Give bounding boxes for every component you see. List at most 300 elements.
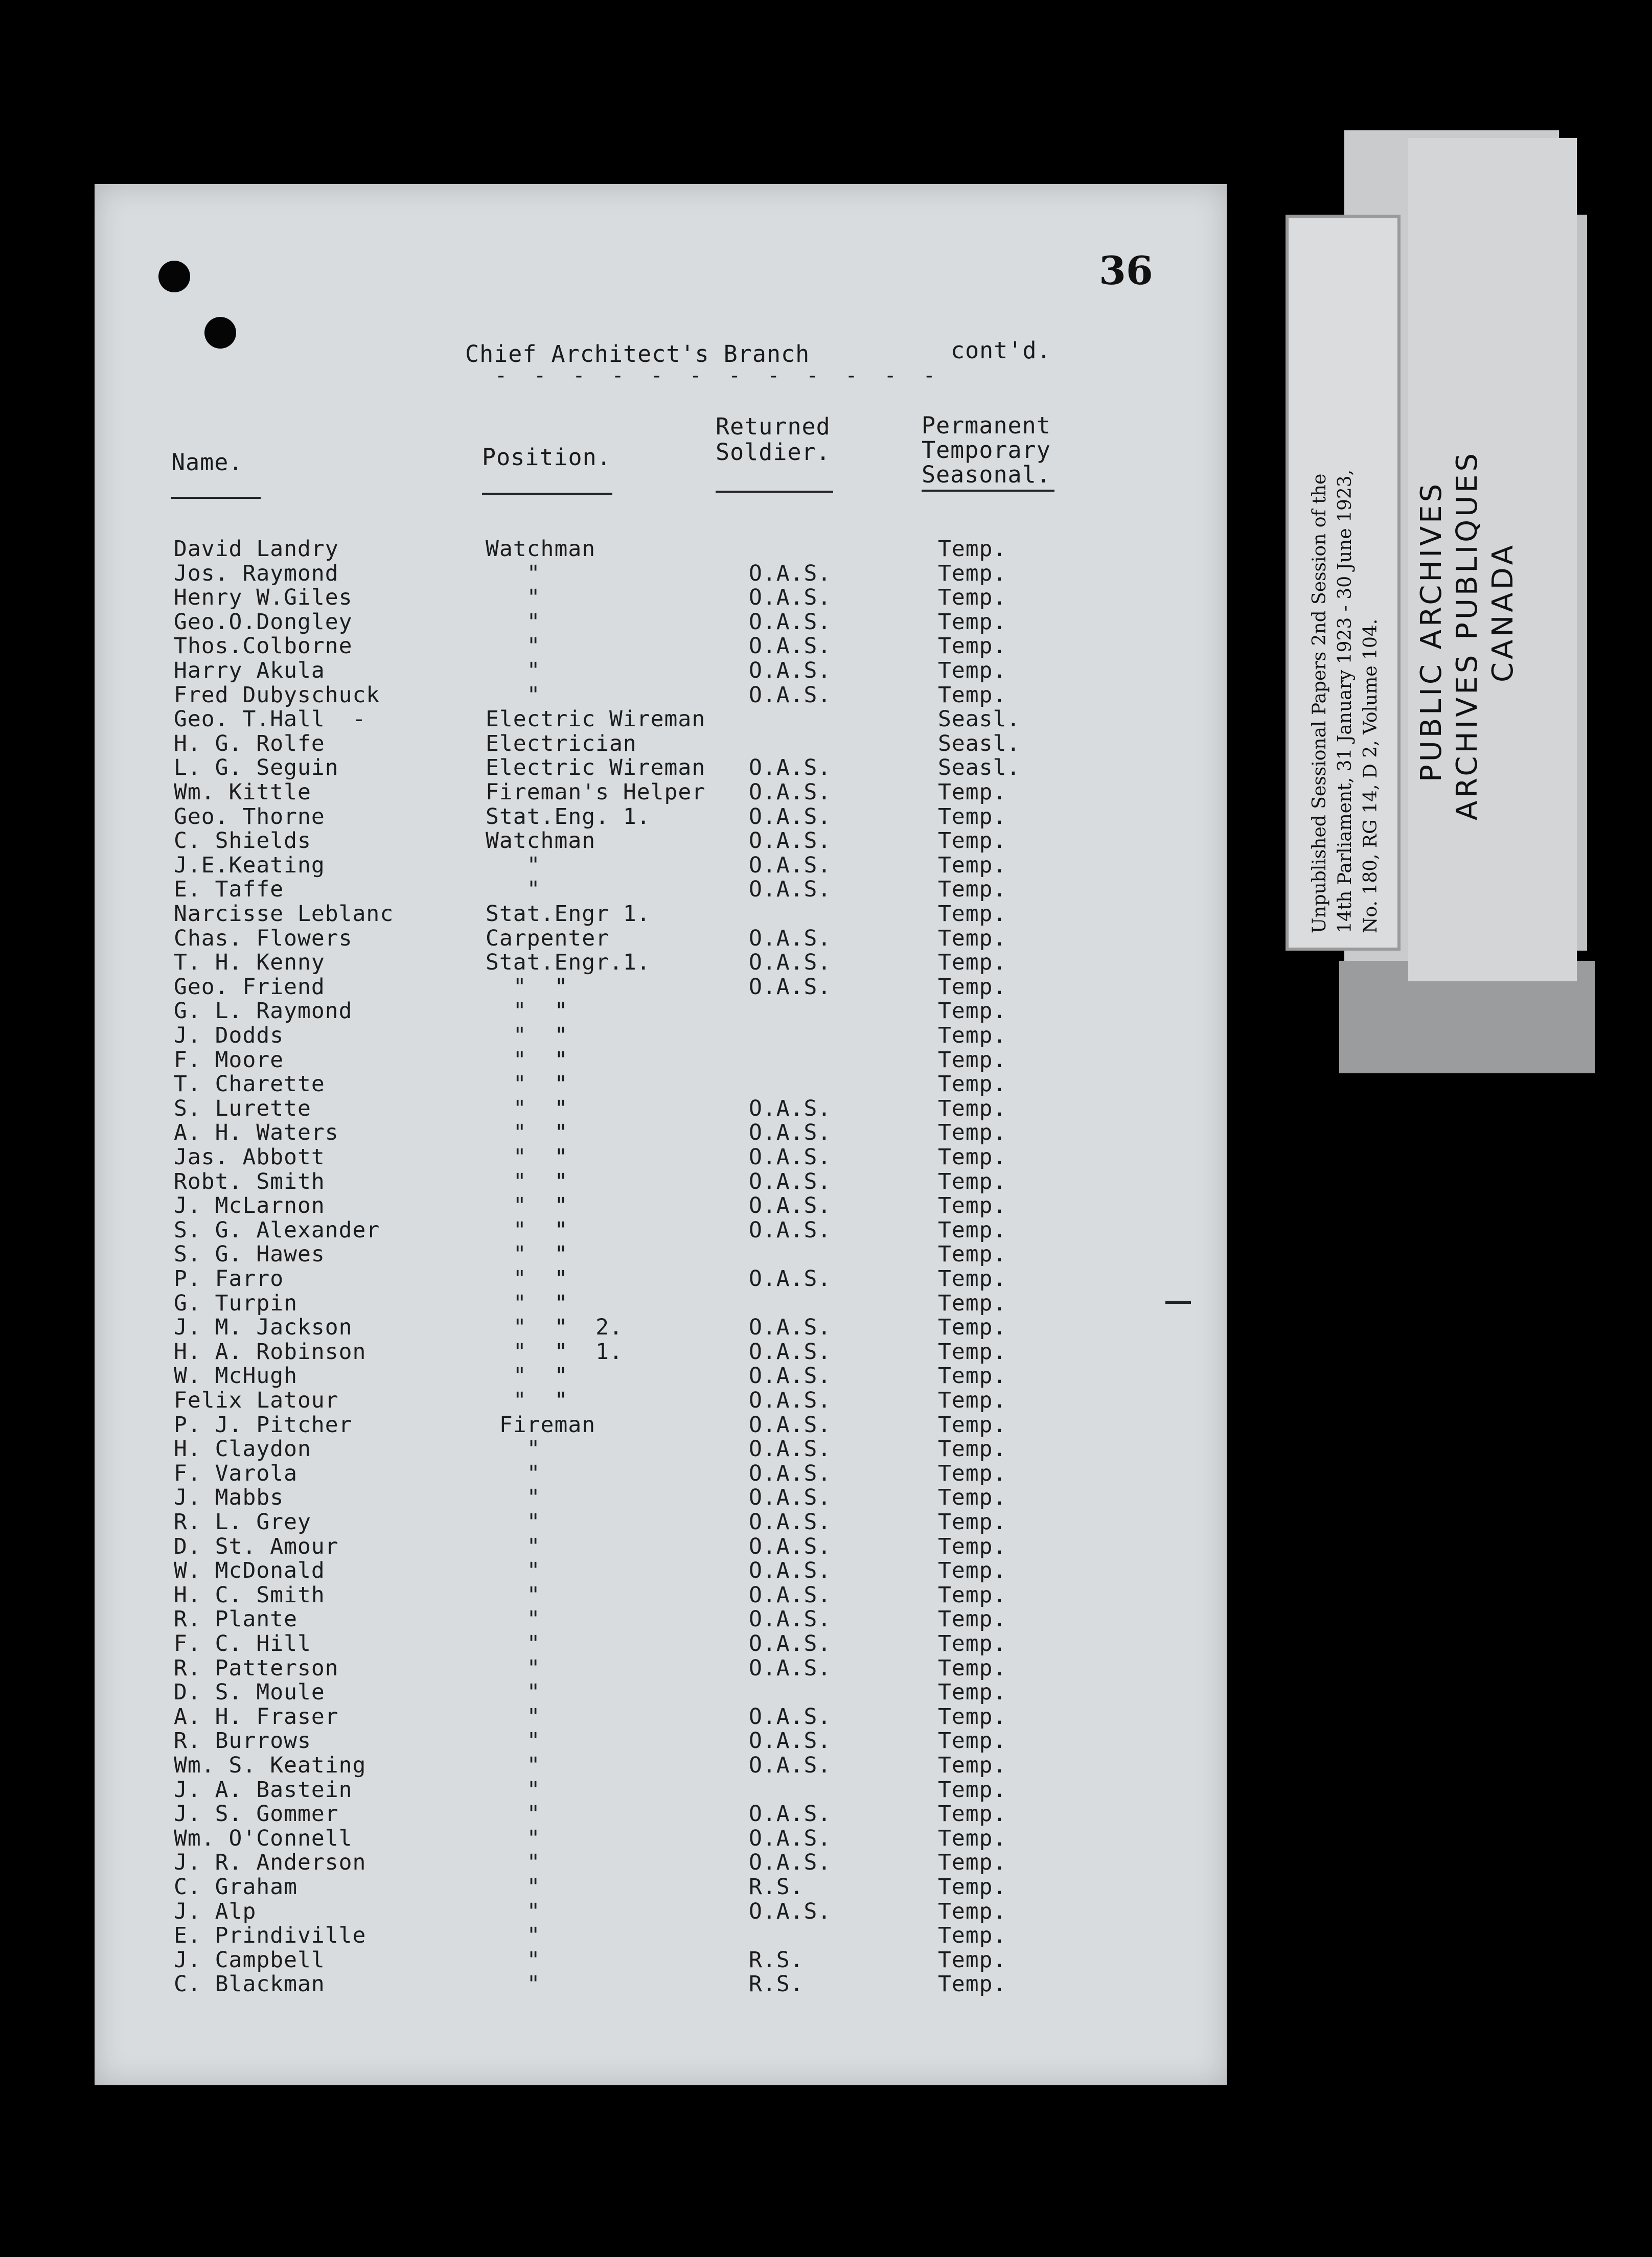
returned-soldier: O.A.S. [749, 1825, 832, 1851]
employment-status: Temp. [938, 1144, 1007, 1170]
table-row [95, 780, 1227, 804]
employee-position: " [486, 1631, 541, 1656]
column-header-temporary: Temporary [922, 436, 1051, 464]
employee-position: " " [486, 1193, 568, 1219]
table-row [95, 853, 1227, 878]
table-row [95, 1364, 1227, 1388]
table-row [95, 1534, 1227, 1559]
employee-name: J. Alp [174, 1898, 257, 1924]
employment-status: Temp. [938, 1947, 1007, 1973]
returned-soldier: O.A.S. [749, 1460, 832, 1486]
employment-status: Temp. [938, 1631, 1007, 1656]
employment-status: Temp. [938, 1533, 1007, 1559]
underline [922, 490, 1054, 492]
employment-status: Seasl. [938, 706, 1021, 732]
table-row [95, 828, 1227, 853]
returned-soldier: O.A.S. [749, 974, 832, 1000]
employment-status: Temp. [938, 1874, 1007, 1900]
returned-soldier: O.A.S. [749, 658, 832, 683]
table-row [95, 1753, 1227, 1778]
column-header-permanent: Permanent [922, 412, 1051, 439]
employment-status: Temp. [938, 1655, 1007, 1681]
employment-status: Temp. [938, 1315, 1007, 1341]
employee-name: L. G. Seguin [174, 755, 339, 781]
employee-position: " [486, 1436, 541, 1462]
returned-soldier: O.A.S. [749, 755, 832, 781]
employee-position: " [486, 1971, 541, 1997]
employment-status: Temp. [938, 803, 1007, 830]
returned-soldier: R.S. [749, 1947, 804, 1973]
label-line-1: Unpublished Sessional Papers 2nd Session of the [1309, 473, 1330, 933]
employee-position: Carpenter [486, 925, 609, 951]
employment-status: Temp. [938, 1606, 1007, 1632]
table-row [95, 1802, 1227, 1826]
employee-name: A. H. Fraser [174, 1703, 339, 1730]
employee-name: P. Farro [174, 1266, 284, 1292]
table-row [95, 1510, 1227, 1534]
table-row [95, 1583, 1227, 1607]
returned-soldier: O.A.S. [749, 682, 832, 708]
employee-name: F. Varola [174, 1460, 297, 1486]
archive-stamp-line-1: PUBLIC ARCHIVES [1415, 480, 1448, 782]
employee-name: C. Blackman [174, 1971, 325, 1997]
employee-name: H. A. Robinson [174, 1339, 366, 1365]
employee-name: Geo.O.Dongley [174, 609, 353, 635]
employee-name: Geo. Friend [174, 974, 325, 1000]
employee-position: " [486, 560, 541, 586]
employee-name: W. McHugh [174, 1363, 297, 1389]
employee-position: " " [486, 1241, 568, 1268]
employment-status: Temp. [938, 1753, 1007, 1778]
returned-soldier: O.A.S. [749, 1095, 832, 1121]
employee-name: C. Graham [174, 1874, 297, 1900]
employee-position: " [486, 633, 541, 659]
returned-soldier: O.A.S. [749, 1315, 832, 1341]
returned-soldier: O.A.S. [749, 1193, 832, 1219]
employee-name: S. G. Alexander [174, 1217, 380, 1243]
employment-status: Temp. [938, 1241, 1007, 1268]
employee-name: R. L. Grey [174, 1509, 311, 1535]
employee-name: G. L. Raymond [174, 998, 353, 1024]
table-row [95, 707, 1227, 731]
table-row [95, 1485, 1227, 1510]
employment-status: Temp. [938, 658, 1007, 683]
returned-soldier: O.A.S. [749, 1412, 832, 1438]
returned-soldier: O.A.S. [749, 852, 832, 878]
table-row [95, 999, 1227, 1023]
returned-soldier: O.A.S. [749, 1339, 832, 1365]
table-row [95, 804, 1227, 829]
label-line-2: 14th Parliament, 31 January 1923 - 30 June 1923, [1335, 469, 1356, 933]
employee-name: Jos. Raymond [174, 560, 339, 586]
table-row [95, 561, 1227, 586]
employment-status: Temp. [938, 1047, 1007, 1073]
underline [482, 493, 612, 495]
employee-name: T. Charette [174, 1071, 325, 1097]
employee-name: T. H. Kenny [174, 950, 325, 976]
branch-heading: Chief Architect's Branch [465, 340, 810, 367]
employee-position: Electric Wireman [486, 706, 706, 732]
employee-name: Narcisse Leblanc [174, 901, 394, 927]
returned-soldier: O.A.S. [749, 609, 832, 635]
employment-status: Temp. [938, 633, 1007, 659]
employment-status: Temp. [938, 1509, 1007, 1535]
table-row [95, 1631, 1227, 1656]
heading-dashes: - - - - - - - - - - - - [495, 364, 943, 387]
employee-position: Stat.Eng. 1. [486, 803, 651, 830]
returned-soldier: O.A.S. [749, 1655, 832, 1681]
table-row [95, 1729, 1227, 1753]
column-header-position: Position. [482, 444, 611, 471]
employee-name: Robt. Smith [174, 1168, 325, 1194]
employee-name: R. Plante [174, 1606, 297, 1632]
table-row [95, 975, 1227, 999]
employee-position: " [486, 1874, 541, 1900]
table-row [95, 1850, 1227, 1875]
returned-soldier: O.A.S. [749, 1388, 832, 1413]
table-row [95, 1072, 1227, 1096]
returned-soldier: O.A.S. [749, 1436, 832, 1462]
employee-name: F. C. Hill [174, 1631, 311, 1656]
employee-name: E. Prindiville [174, 1923, 366, 1949]
employee-position: " " 2. [486, 1315, 623, 1341]
employment-status: Temp. [938, 1703, 1007, 1730]
employee-position: " [486, 682, 541, 708]
table-row [95, 1705, 1227, 1729]
table-row [95, 658, 1227, 683]
employment-status: Temp. [938, 609, 1007, 635]
employment-status: Temp. [938, 1217, 1007, 1243]
employee-name: D. S. Moule [174, 1679, 325, 1706]
returned-soldier: O.A.S. [749, 1509, 832, 1535]
employee-position: " [486, 877, 541, 903]
column-header-soldier: Soldier. [716, 439, 831, 466]
returned-soldier: O.A.S. [749, 1606, 832, 1632]
employee-position: " " [486, 1144, 568, 1170]
returned-soldier: O.A.S. [749, 950, 832, 976]
table-row [95, 1048, 1227, 1072]
employee-position: Electric Wireman [486, 755, 706, 781]
employment-status: Temp. [938, 1120, 1007, 1146]
employee-position: " " [486, 1023, 568, 1048]
table-row [95, 1558, 1227, 1583]
employee-name: J. McLarnon [174, 1193, 325, 1219]
employment-status: Temp. [938, 1193, 1007, 1219]
employee-name: H. C. Smith [174, 1582, 325, 1608]
employee-name: Felix Latour [174, 1388, 339, 1413]
employee-position: " " [486, 1388, 568, 1413]
employee-position: " [486, 1460, 541, 1486]
employment-status: Temp. [938, 925, 1007, 951]
employee-position: " " [486, 1217, 568, 1243]
returned-soldier: O.A.S. [749, 585, 832, 611]
table-row [95, 926, 1227, 951]
employment-status: Temp. [938, 585, 1007, 611]
employment-status: Temp. [938, 1095, 1007, 1121]
table-row [95, 1315, 1227, 1340]
employee-position: " [486, 1533, 541, 1559]
employee-name: H. Claydon [174, 1436, 311, 1462]
employment-status: Temp. [938, 1266, 1007, 1292]
table-row [95, 1096, 1227, 1121]
archive-reference-label [1286, 215, 1401, 951]
employee-position: " " [486, 1290, 568, 1316]
employment-status: Temp. [938, 1071, 1007, 1097]
table-row [95, 902, 1227, 926]
employee-name: S. Lurette [174, 1095, 311, 1121]
table-row [95, 1145, 1227, 1169]
employment-status: Temp. [938, 1460, 1007, 1486]
employee-name: W. McDonald [174, 1558, 325, 1584]
employee-name: Geo. T.Hall - [174, 706, 366, 732]
employee-name: G. Turpin [174, 1290, 297, 1316]
returned-soldier: O.A.S. [749, 1850, 832, 1876]
table-row [95, 1826, 1227, 1851]
page-number: 36 [1099, 248, 1153, 293]
table-row [95, 1193, 1227, 1218]
employee-position: Fireman's Helper [486, 779, 706, 805]
employee-name: J.E.Keating [174, 852, 325, 878]
table-row [95, 1461, 1227, 1486]
table-row [95, 1437, 1227, 1461]
returned-soldier: O.A.S. [749, 1631, 832, 1656]
table-row [95, 1291, 1227, 1316]
column-header-seasonal: Seasonal. [922, 461, 1051, 488]
table-row [95, 950, 1227, 975]
returned-soldier: O.A.S. [749, 877, 832, 903]
employee-position: Stat.Engr.1. [486, 950, 651, 976]
employee-position: Watchman [486, 536, 596, 562]
margin-mark [1165, 1301, 1191, 1304]
employment-status: Temp. [938, 779, 1007, 805]
table-row [95, 755, 1227, 780]
table-row [95, 585, 1227, 610]
column-header-returned: Returned [716, 413, 831, 440]
employee-position: " " 1. [486, 1339, 623, 1365]
table-row [95, 731, 1227, 756]
employee-position: Watchman [486, 828, 596, 854]
employment-status: Temp. [938, 1923, 1007, 1949]
returned-soldier: O.A.S. [749, 1533, 832, 1559]
punch-hole [204, 317, 236, 349]
employee-position: " [486, 585, 541, 611]
employment-status: Temp. [938, 1825, 1007, 1851]
returned-soldier: O.A.S. [749, 1703, 832, 1730]
employee-position: " [486, 1558, 541, 1584]
employment-status: Temp. [938, 1388, 1007, 1413]
archive-stamp-line-2: ARCHIVES PUBLIQUES [1451, 450, 1484, 820]
employee-name: A. H. Waters [174, 1120, 339, 1146]
returned-soldier: O.A.S. [749, 803, 832, 830]
returned-soldier: O.A.S. [749, 1217, 832, 1243]
returned-soldier: O.A.S. [749, 1728, 832, 1754]
employment-status: Temp. [938, 1728, 1007, 1754]
table-row [95, 1899, 1227, 1924]
table-row [95, 610, 1227, 634]
table-row [95, 1023, 1227, 1048]
employee-position: " " [486, 1071, 568, 1097]
employment-status: Temp. [938, 560, 1007, 586]
employment-status: Temp. [938, 1850, 1007, 1876]
employee-name: R. Patterson [174, 1655, 339, 1681]
employee-name: J. Dodds [174, 1023, 284, 1048]
punch-hole [158, 261, 190, 292]
employee-position: " [486, 1582, 541, 1608]
employment-status: Temp. [938, 1168, 1007, 1194]
employee-position: " [486, 1485, 541, 1511]
employment-status: Seasl. [938, 755, 1021, 781]
employee-name: Jas. Abbott [174, 1144, 325, 1170]
employee-name: Wm. Kittle [174, 779, 311, 805]
table-row [95, 1388, 1227, 1413]
employment-status: Seasl. [938, 730, 1021, 756]
column-header-name: Name. [171, 449, 243, 476]
employee-position: Electrician [486, 730, 637, 756]
employee-position: " " [486, 1266, 568, 1292]
employment-status: Temp. [938, 1777, 1007, 1803]
employee-position: " [486, 1947, 541, 1973]
employee-position: " [486, 1679, 541, 1706]
employee-name: J. M. Jackson [174, 1315, 353, 1341]
employee-position: Stat.Engr 1. [486, 901, 651, 927]
employee-name: F. Moore [174, 1047, 284, 1073]
employee-position: " [486, 1655, 541, 1681]
employee-name: J. Campbell [174, 1947, 325, 1973]
employee-position: " [486, 1703, 541, 1730]
table-row [95, 1266, 1227, 1291]
employee-name: Wm. S. Keating [174, 1753, 366, 1778]
returned-soldier: O.A.S. [749, 1266, 832, 1292]
employee-name: Fred Dubyschuck [174, 682, 380, 708]
table-row [95, 1242, 1227, 1266]
employment-status: Temp. [938, 1363, 1007, 1389]
employee-name: Thos.Colborne [174, 633, 353, 659]
employee-name: David Landry [174, 536, 339, 562]
employee-position: " [486, 1923, 541, 1949]
employment-status: Temp. [938, 1290, 1007, 1316]
label-line-3: No. 180, RG 14, D 2, Volume 104. [1360, 618, 1381, 933]
employee-name: Henry W.Giles [174, 585, 353, 611]
returned-soldier: O.A.S. [749, 925, 832, 951]
employee-position: " " [486, 974, 568, 1000]
employee-name: C. Shields [174, 828, 311, 854]
returned-soldier: O.A.S. [749, 1363, 832, 1389]
employee-position: " [486, 1753, 541, 1778]
employment-status: Temp. [938, 1558, 1007, 1584]
employment-status: Temp. [938, 1436, 1007, 1462]
employee-name: S. G. Hawes [174, 1241, 325, 1268]
returned-soldier: O.A.S. [749, 1120, 832, 1146]
employee-name: P. J. Pitcher [174, 1412, 353, 1438]
table-row [95, 1680, 1227, 1705]
employment-status: Temp. [938, 998, 1007, 1024]
employment-status: Temp. [938, 901, 1007, 927]
employee-position: " " [486, 1047, 568, 1073]
employee-position: " [486, 609, 541, 635]
employee-position: " " [486, 1120, 568, 1146]
employee-position: " [486, 1509, 541, 1535]
returned-soldier: O.A.S. [749, 1558, 832, 1584]
employment-status: Temp. [938, 1485, 1007, 1511]
employment-status: Temp. [938, 1898, 1007, 1924]
employment-status: Temp. [938, 1801, 1007, 1827]
table-row [95, 683, 1227, 707]
returned-soldier: O.A.S. [749, 1753, 832, 1778]
employment-status: Temp. [938, 1339, 1007, 1365]
employee-name: J. S. Gommer [174, 1801, 339, 1827]
returned-soldier: O.A.S. [749, 1898, 832, 1924]
employment-status: Temp. [938, 1582, 1007, 1608]
employee-position: " [486, 1850, 541, 1876]
employee-name: J. Mabbs [174, 1485, 284, 1511]
employee-position: " " [486, 998, 568, 1024]
employee-name: Geo. Thorne [174, 803, 325, 830]
returned-soldier: O.A.S. [749, 560, 832, 586]
employment-status: Temp. [938, 1971, 1007, 1997]
table-row [95, 537, 1227, 561]
table-row [95, 1218, 1227, 1242]
employee-name: D. St. Amour [174, 1533, 339, 1559]
employment-status: Temp. [938, 1412, 1007, 1438]
employee-position: " " [486, 1363, 568, 1389]
table-row [95, 1413, 1227, 1437]
returned-soldier: O.A.S. [749, 1144, 832, 1170]
table-row [95, 1607, 1227, 1631]
employee-position: " [486, 658, 541, 683]
returned-soldier: O.A.S. [749, 1801, 832, 1827]
returned-soldier: R.S. [749, 1874, 804, 1900]
employee-position: " [486, 1801, 541, 1827]
employee-name: H. G. Rolfe [174, 730, 325, 756]
employment-status: Temp. [938, 852, 1007, 878]
employee-position: " [486, 1728, 541, 1754]
table-row [95, 1972, 1227, 1996]
employee-position: " " [486, 1095, 568, 1121]
employee-name: J. R. Anderson [174, 1850, 366, 1876]
employee-position: " [486, 1777, 541, 1803]
employee-name: Chas. Flowers [174, 925, 353, 951]
returned-soldier: O.A.S. [749, 1582, 832, 1608]
employment-status: Temp. [938, 682, 1007, 708]
employee-name: Wm. O'Connell [174, 1825, 353, 1851]
returned-soldier: O.A.S. [749, 633, 832, 659]
table-row [95, 1656, 1227, 1680]
table-row [95, 634, 1227, 658]
table-row [95, 1169, 1227, 1194]
document-page [95, 184, 1227, 2085]
employment-status: Temp. [938, 877, 1007, 903]
returned-soldier: O.A.S. [749, 1485, 832, 1511]
returned-soldier: O.A.S. [749, 828, 832, 854]
returned-soldier: O.A.S. [749, 1168, 832, 1194]
employment-status: Temp. [938, 1023, 1007, 1048]
employee-name: J. A. Bastein [174, 1777, 353, 1803]
employee-name: E. Taffe [174, 877, 284, 903]
returned-soldier: R.S. [749, 1971, 804, 1997]
employment-status: Temp. [938, 828, 1007, 854]
table-row [95, 1875, 1227, 1899]
employee-position: " [486, 1825, 541, 1851]
underline [171, 497, 261, 499]
table-row [95, 1948, 1227, 1972]
table-row [95, 1778, 1227, 1802]
continued-label: cont'd. [951, 337, 1051, 364]
table-row [95, 877, 1227, 902]
employee-position: " " [486, 1168, 568, 1194]
table-row [95, 1340, 1227, 1364]
employee-position: " [486, 1606, 541, 1632]
archive-stamp-line-3: CANADA [1486, 542, 1520, 682]
